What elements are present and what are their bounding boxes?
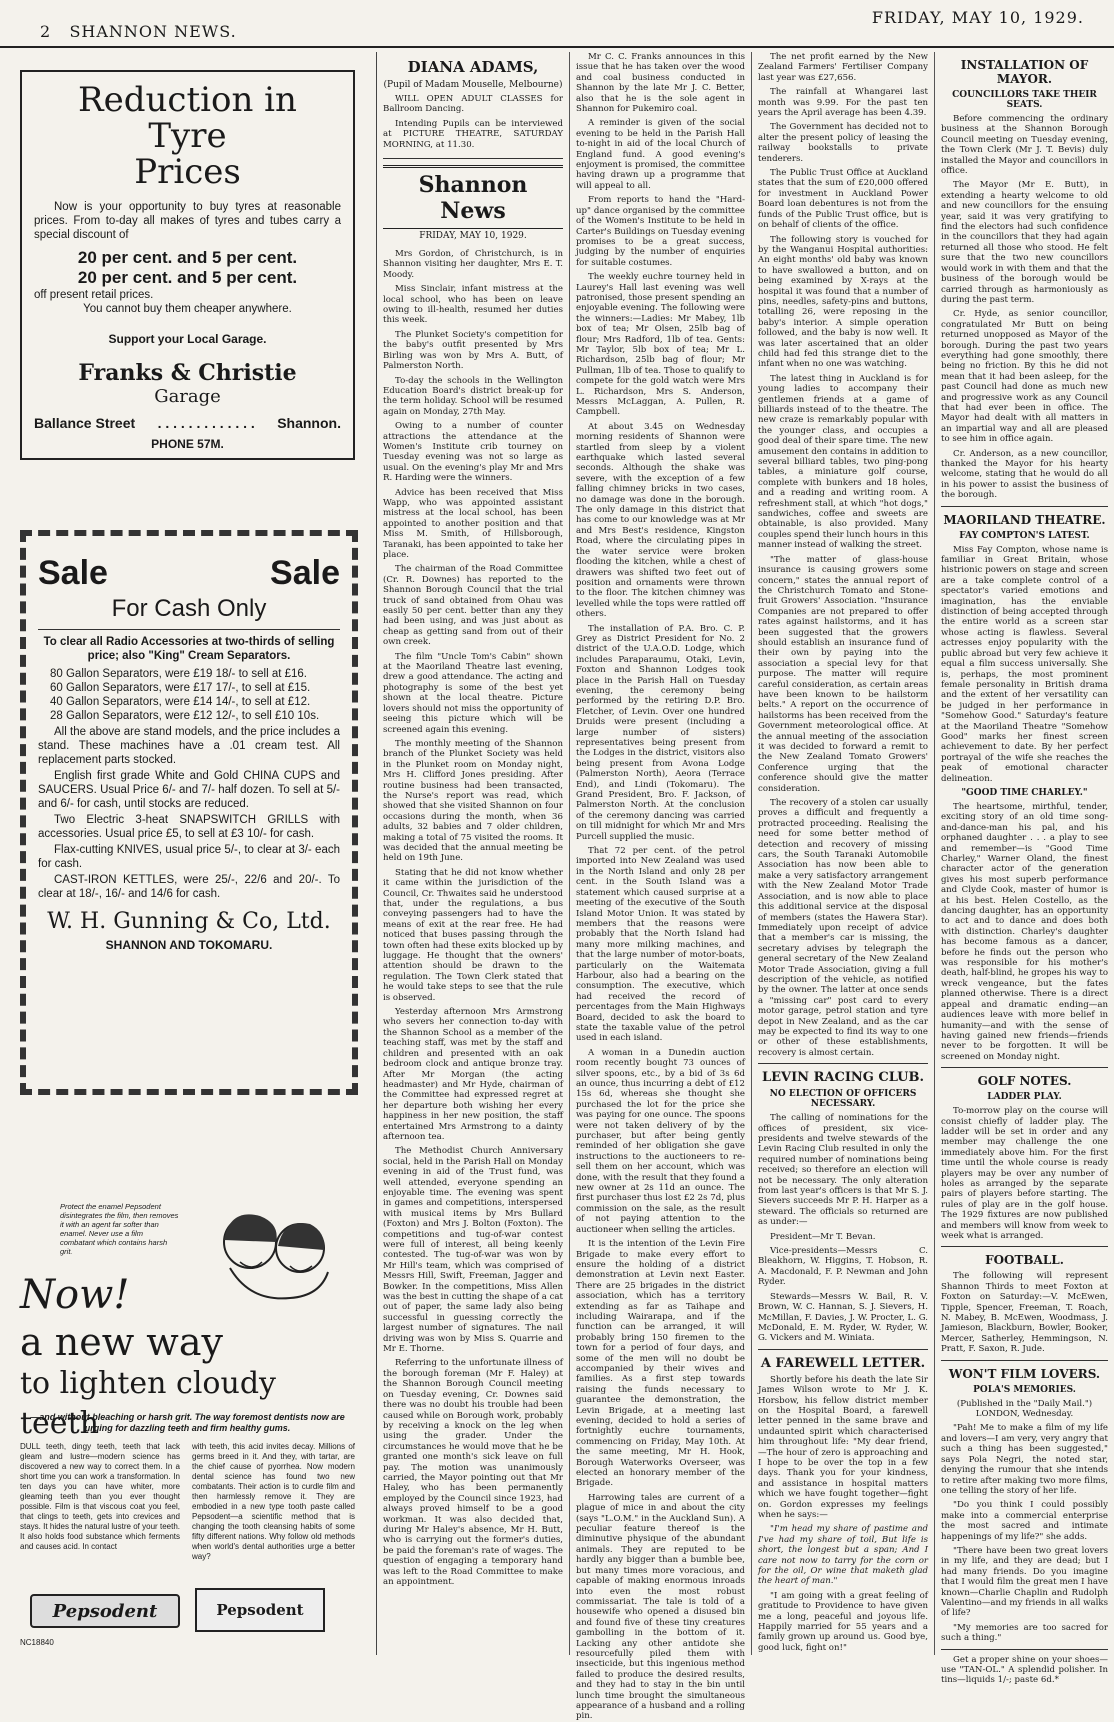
diana-line-2: Intending Pupils can be interviewed at PICTURE THEATRE, SATURDAY MORNING, at 11.30. [383, 118, 563, 150]
football-paragraph: The following will represent Shannon Thirds to meet Foxton at Foxton on Saturday:—V. McEwen, Tipple, Spencer, Freeman, T. Roach, N. Mabey, B. McEwen, Woodmass, J. Jamieson, Blackburn, Bowler, Booker, Mercer, Satherley, Hemmingson, N. Pratt, F. Saxon, R. Jude. [941, 1271, 1108, 1355]
ad-pepsodent-now: Now! [20, 1272, 130, 1318]
ad-tyre-street: Ballance Street [34, 415, 136, 431]
ad-pepsodent-illustration [200, 1202, 350, 1312]
film-paragraph: "My memories are too sacred for such a thing." [941, 1622, 1108, 1644]
mayor-sub: COUNCILLORS TAKE THEIR SEATS. [952, 90, 1097, 110]
farewell-verse: "I'm head my share of pastime and I've had my share of toil, But life is short, the longest but a span; And I care not now to tarry for the corn or for the oil, Or wine that maketh glad the heart of man." [758, 1524, 928, 1587]
theatre-title: MAORILAND THEATRE. [943, 512, 1106, 527]
ad-sale-item: 60 Gallon Separators, were £17 17/-, to sell at £15. [50, 682, 311, 694]
section-divider [941, 506, 1108, 507]
masthead-left [40, 22, 237, 41]
news-paragraph: "The matter of glass-house insurance is causing growers some concern," states the annual report of the Christchurch Tomato and Stone-fruit Growers' Association. "Insurance Companies are not prepared to offer rates against hailstorms, and it has been suggested that the growers should establish an insurance fund of their own by paying into the association a special levy for that purpose. The matter will require careful consideration, as certain areas have been known to be hailstorm belts." A report on the occurrence of hailstorms has been received from the Government meteorological office. At the annual meeting of the association it was decided to forward a remit to the New Zealand Tomato Growers' Conference urging that the conference should give the matter consideration. [758, 554, 928, 794]
ad-sale-header [38, 554, 340, 593]
paper-name: SHANNON NEWS. [69, 22, 237, 41]
masthead-date: FRIDAY, MAY 10, 1929. [871, 8, 1084, 27]
section-divider [941, 1246, 1108, 1247]
news-paragraph: The monthly meeting of the Shannon branch of the Plunket Society was held in the Plunket room on Monday night, Mrs H. Clifford Jones presiding. After routine business had been transacted, the Nurse's report was read, which showed that she visited Shannon on four occasions during the month, when 36 adults, 32 babies and 7 older children, making a total of 75 visited the rooms. It was decided that the annual meeting be held on 19th June. [383, 738, 563, 864]
column-c [570, 52, 752, 1722]
ad-pepsodent-body-right: with teeth, this acid invites decay. Millions of germs breed in it. And they, with tartar, are the chief cause of pyorrhea. Now modern dental science has found two new combatants. Their action is to curdle film and then harmlessly remove it. They are embodied in a new type tooth paste called Pepsodent—a scientific method that is changing the tooth cleansing habits of some fifty different nations. Why follow old methods when world's dental authorities urge a better way? [192, 1442, 355, 1561]
film-title: WON'T FILM LOVERS. [948, 1366, 1101, 1381]
ad-tyre-discount-1: 20 per cent. and 5 per cent. [77, 248, 298, 267]
section-divider [758, 1349, 928, 1350]
charley-paragraph: The heartsome, mirthful, tender, exciting story of an old time song-and-dance-man his pal, and his orphaned daughter . . . a play to see and remember—is "Good Time Charley," Warner Oland, the finest character actor of the generation gives his most superb performance and Clyde Cook, master of humor is at his best. Helen Costello, as the dancing daughter, has an opportunity to act and to dance and does both with distinction. Charley's daughter has become famous as a dancer, before he finds out the person who was responsible for his mother's death, half-blind, he gropes his way to wreck vengeance, but the fates planned otherwise. There is a direct appeal and dramatic ending—an audiences leave with more belief in humanity—and with the sense of having gained new friends—friends never to be forgotten. It will be screened on Monday night. [941, 801, 1108, 1062]
section-divider [758, 1063, 928, 1064]
ad-tyre-prices [20, 70, 355, 460]
section-divider [941, 1067, 1108, 1068]
tanol-ad: Get a proper shine on your shoes—use "TAN-OL." A splendid polisher. In tins—liquids 1/-; paste 6d.* [941, 1654, 1108, 1686]
news-paragraph: The Public Trust Office at Auckland states that the sum of £20,000 offered for investment in Auckland Power Board loan debentures is not from the funds of the Public Trust office, but is on behalf of clients of the office. [758, 168, 928, 231]
film-sub: POLA'S MEMORIES. [973, 1384, 1076, 1395]
news-paragraph: Owing to a number of counter attractions the attendance at the Women's Institute crib tourney on Tuesday evening was not so large as usual. On the evening's play Mr and Mrs R. Harding were the winners. [383, 421, 563, 484]
ad-sale-para: English first grade White and Gold CHINA CUPS and SAUCERS. Usual Price 6/- and 7/- half dozen. To sell at 5/- and 6/- for cash, until stocks are reduced. [38, 770, 340, 810]
ad-sale-item: 80 Gallon Separators, were £19 18/- to sell at £16. [50, 668, 307, 680]
ad-tyre-title-1: Reduction in Tyre [78, 80, 297, 156]
paper-title: Shannon News [383, 165, 563, 229]
news-paragraph: At about 3.45 on Wednesday morning residents of Shannon were startled from sleep by a violent earthquake which lasted several seconds. Although the shake was severe, with the exception of a few falling chimney bricks in two cases, no damage was done in the borough. The only damage in this district that has come to our knowledge was at Mr and Mrs Best's residence, Kingston Road, where the circulating pipes in the water service were broken flooding the kitchen, while a chest of drawers was shifted two feet out of position and ornaments were thrown to the floor. The kitchen chimney was levelled while the tops were rattled off others. [576, 421, 745, 620]
news-paragraph: The recovery of a stolen car usually proves a difficult and frequently a protracted proceeding. Realising the need for some better method of detection and recovery of missing cars, the South Taranaki Automobile Association has now been able to make a very satisfactory arrangement with the New Zealand Motor Trade Association, and is now able to place this additional service at the disposal of members (states the Hawera Star). Immediately upon receipt of advice that a member's car is missing, the secretary advises by telegraph the general secretary of the New Zealand Motor Trade Association, giving a full description of the vehicle, as notified by the owner. The latter at once sends a "missing car" post card to every motor garage, petrol station and tyre depot in New Zealand, and as the car may be expected to find its way to one or other of these establishments, recovery is almost certain. [758, 798, 928, 1058]
diana-line-1: WILL OPEN ADULT CLASSES for Ballroom Dancing. [383, 94, 563, 115]
ad-sale-para: Two Electric 3-heat SNAPSWITCH GRILLS with accessories. Usual price £5, to sell at £3 10/- for cash. [38, 814, 340, 840]
film-paragraph: "Pah! Me to make a film of my life and lovers—I am very, very angry that such a thing has been suggested," says Pola Negri, the noted star, denying the rumour that she intends to retire after making two more films, one telling the story of her life. [941, 1423, 1108, 1496]
news-paragraph: Mrs Gordon, of Christchurch, is in Shannon visiting her daughter, Mrs E. T. Moody. [383, 249, 563, 280]
golf-paragraph: To-morrow play on the course will consist chiefly of ladder play. The ladder will be set in order and any member may challenge the one immediately above him. For the first time until the whole course is ready players may be over any number of holes as arranged by the separate pairs of players before starting. The rules of play are in the golf house. The 1929 fixtures are now published and members will know from week to week what is arranged. [941, 1106, 1108, 1241]
ad-pepsodent-headline-1: a new way [20, 1320, 223, 1364]
mayor-paragraph: Before commencing the ordinary business at the Shannon Borough Council meeting on Tuesday evening, the Town Clerk (Mr J. T. Bevis) duly installed the Mayor and councillors in office. [941, 114, 1108, 177]
news-paragraph: The net profit earned by the New Zealand Farmers' Fertiliser Company last year was £27,656. [758, 52, 928, 83]
diana-sub: (Pupil of Madam Mouselle, Melbourne) [383, 80, 563, 90]
ad-pepsodent-code: NC18840 [20, 1638, 54, 1647]
ad-tyre-dots: . . . . . . . . . . . . . [157, 415, 255, 431]
charley-title: "GOOD TIME CHARLEY." [961, 787, 1088, 798]
ad-sale-para: Flax-cutting KNIVES, usual price 5/-, to clear at 3/- each for cash. [38, 844, 340, 870]
news-paragraph: The rainfall at Whangarei last month was 9.99. For the past ten years the April average has been 4.39. [758, 87, 928, 119]
ad-pepsodent-headline-2: to lighten cloudy teeth [20, 1366, 276, 1441]
ad-tyre-firm: Franks & Christie [78, 360, 297, 386]
news-paragraph: To-day the schools in the Wellington Education Board's district break-up for the term holiday. School will be resumed again on Monday, 27th May. [383, 375, 563, 417]
levin-sub: NO ELECTION OF OFFICERS NECESSARY. [769, 1089, 917, 1110]
news-paragraph: Mr C. C. Franks announces in this issue that he has taken over the wood and coal business conducted in Shannon by the late Mr J. C. Better, also that he is the sole agent in Shannon for Pukemiro coal. [576, 52, 745, 115]
ad-sale-para: All the above are stand models, and the price includes a stand. These machines have a .01 cream test. All replacement parts stocked. [38, 726, 340, 766]
ad-tyre-support: Support your Local Garage. [108, 332, 267, 346]
ad-sale-item: 40 Gallon Separators, were £14 14/-, to sell at £12. [50, 696, 311, 708]
page-number: 2 [40, 22, 52, 41]
news-paragraph: It is the intention of the Levin Fire Brigade to make every effort to ensure the holding of a district demonstration at Levin next Easter. There are 25 brigades in the district association, which has a territory extending as far as Taihape and including Wairarapa, and if the function can be arranged, it will probably bring 150 firemen to the town for a period of four days, and some of the men will no doubt be accompanied by their wives and families. As a first step towards raising the funds necessary to guarantee the demonstration, the Levin Brigade, at a meeting last evening, decided to hold a series of fortnightly euchre tournaments, commencing on Friday, May 10th. At the same meeting, Mr H. Hook, Borough Waterworks Overseer, was elected an honorary member of the Brigade. [576, 1239, 745, 1489]
ad-pepsodent-tube [30, 1594, 180, 1628]
farewell-title: A FAREWELL LETTER. [760, 1355, 926, 1371]
news-paragraph: That 72 per cent. of the petrol imported into New Zealand was used in the North Island and only 28 per cent. in the South Island was a statement which caused surprise at a meeting of the executive of the South Island Motor Union. It was stated by members that the reasons were probably that the North Island had many more milking machines, and that the large number of motor-boats, particularly on the Waitemata Harbour, also had a bearing on the consumption. The executive, which had received the record of percentages from the Main Highways Board, decided to ask the board to state the taxable value of the petrol used in each island. [576, 846, 745, 1044]
ad-pepsodent-caption: Protect the enamel Pepsodent disintegrates the film, then removes it with an agent far softer than enamel. Never use a film combatant which contains harsh grit. [60, 1202, 179, 1256]
news-paragraph: The Government has decided not to alter the present policy of leasing the railway bookstalls to private tenderers. [758, 122, 928, 164]
ad-sale-intro: To clear all Radio Accessories at two-thirds of selling price; also "King" Cream Separators. [43, 636, 335, 662]
film-paragraph: "Do you think I could possibly make into a commercial enterprise the most sacred and intimate happenings of my life?" she adds. [941, 1500, 1108, 1542]
news-paragraph: The film "Uncle Tom's Cabin" shown at the Maoriland Theatre last evening, drew a good attendance. The acting and photography is some of the best yet shown at the local theatre. Picture lovers should not miss the opportunity of seeing this picture which will be screened again this evening. [383, 651, 563, 735]
ad-sale-items [50, 667, 340, 723]
ad-tyre-cheaper: You cannot buy them cheaper anywhere. [83, 303, 292, 315]
section-divider [941, 1649, 1108, 1650]
ad-pepsodent [20, 1202, 360, 1652]
news-paragraph: From reports to hand the "Hard-up" dance organised by the committee of the Women's Institute to be held in Carter's Buildings on Tuesday evening promises to be a great success, judging by the number of enquiries for suitable costumes. [576, 195, 745, 268]
ad-tyre-garage: Garage [154, 386, 221, 407]
ad-tyre-phone: PHONE 57M. [151, 437, 224, 451]
levin-paragraph: Vice-presidents—Messrs C. Bleakhorn, W. Higgins, T. Hobson, R. A. Macdonald, F. P. Newman and John Ryder. [758, 1246, 928, 1288]
ad-sale-para: CAST-IRON KETTLES, were 25/-, 22/6 and 20/-. To clear at 18/-, 16/- and 14/6 for cash. [38, 874, 340, 900]
ad-tyre-off: off present retail prices. [34, 289, 154, 301]
news-paragraph: The weekly euchre tourney held in Laurey's Hall last evening was well patronised, those present spending an enjoyable evening. The following were the winners:—Ladies: Mr Mabey, 1lb box of tea; Mr Olsen, 25lb bag of flour; Mrs Radford, 1lb of tea. Gents: Mr Taylor, 5lb box of tea; Mr L. Richardson, 25lb bag of flour; Mr Pullman, 1lb of tea. Those to qualify to compete for the gold watch were Mrs L. Richardson, Mrs S. Anderson, Messrs McLaggan, A. Pullen, R. Campbell. [576, 272, 745, 418]
mayor-paragraph: The Mayor (Mr E. Butt), in extending a hearty welcome to old and new councillors for the ensuing year, said it was very gratifying to find the electors had such confidence in the councillors that they had again returned all those who stood. He felt sure that the two new councillors would work in with them and that the business of the borough would be carried through as harmoniously as during the past term. [941, 180, 1108, 305]
ad-sale-towns: SHANNON AND TOKOMARU. [105, 938, 273, 952]
film-paragraph: (Published in the "Daily Mail.") LONDON, Wednesday. [956, 1398, 1093, 1420]
ad-sale-right: Sale [270, 554, 340, 592]
paper-date: FRIDAY, MAY 10, 1929. [419, 231, 527, 242]
ad-sale-divider [38, 629, 340, 630]
levin-paragraph: The calling of nominations for the offices of president, six vice-presidents and twelve stewards of the Levin Racing Club resulted in only the required number of nominations being received; so therefore an election will not be necessary. The only alteration from last year's officers is that Mr S. J. Sievers succeeds Mr P. H. Harper as a steward. The officials so returned are as under:— [758, 1113, 928, 1228]
column-ads [0, 52, 376, 1655]
farewell-paragraph: Shortly before his death the late Sir James Wilson wrote to Mr J. K. Horsbow, his fellow district member on the Hospital Board, a farewell letter penned in the same brave and undaunted spirit which characterised him throughout life: "My dear friend,—The hour of zero is approaching and I hope to be over the top in a few days. Thank you for your kindness, and assistance in hospital matters which we have fought together—fight on. Gordon expresses my feelings when he says:— [758, 1374, 928, 1520]
news-paragraph: Harrowing tales are current of a plague of mice in and about the city (says "L.O.M." in the Auckland Sun). A peculiar feature thereof is the diminutive physique of the abundant animals. They are reputed to be hardly any bigger than a bumble bee, but many times more voracious, and capable of making enormous inroads into even the most robust commissariat. The tale is told of a housewife who opened a disused bin and found five of these tiny creatures gambolling in the bottom of it. Lacking any other antidote she resourcefully piled them with insecticide, but this ingenious method failed to produce the desired results, and they had to stay in the bin until lunch time brought the simultaneous appearance of a husband and a rolling pin. [576, 1492, 745, 1722]
ad-pepsodent-box-brand: Pepsodent [216, 1601, 304, 1619]
column-e [935, 52, 1114, 1686]
ad-tyre-discount-2: 20 per cent. and 5 per cent. [77, 268, 298, 287]
film-paragraph: "There have been two great lovers in my life, and they are dead; but I had many friends. Do you imagine that I would film the great men I have known—Charlie Chaplin and Rudolph Valentino—and my friends in all walks of life? [941, 1545, 1108, 1619]
mayor-paragraph: Cr. Hyde, as senior councillor, congratulated Mr Butt on being returned unopposed as Mayor of the borough. During the past two years everything had gone smoothly, there being no friction. By this he did not mean that it had been asleep, for the past Council had done as much new and progressive work as any Council that had ever been in office. The Mayor had dealt with all matters in an impartial way and all are pleased to see him in office again. [941, 309, 1108, 445]
golf-title: GOLF NOTES. [977, 1074, 1072, 1089]
news-paragraph: Miss Sinclair, infant mistress at the local school, who has been on leave owing to ill-health, resumed her duties this week. [383, 284, 563, 326]
ad-sale-firm: W. H. Gunning & Co, Ltd. [47, 909, 331, 934]
news-paragraph: A reminder is given of the social evening to be held in the Parish Hall to-night in aid of the local Church of England fund. A good evening's enjoyment is promised, the committee having drawn up a programme that will appeal to all. [576, 118, 745, 191]
ad-sale-left: Sale [38, 554, 108, 592]
ad-sale-item: 28 Gallon Separators, were £12 12/-, to sell £10 10s. [50, 710, 320, 722]
column-b [377, 52, 570, 1655]
levin-title: LEVIN RACING CLUB. [761, 1070, 925, 1086]
ad-pepsodent-box [195, 1588, 325, 1632]
diana-title: DIANA ADAMS, [407, 58, 539, 76]
section-divider [941, 1360, 1108, 1361]
news-paragraph: The latest thing in Auckland is for young ladies to accompany their gentlemen friends at a game of billiards instead of to the theatre. The new craze is remarkably popular with the younger class, and occupies a good deal of their spare time. The new amusement den contains in addition to several billiard tables, two ping-pong tables, a miniature golf course, complete with bunkers and 18 holes, and a reading and writing room. A refreshment stall, at which "hot dogs," sandwiches, coffee and sweets are obtainable, is also provided. Many couples spend their lunch hours in this manner instead of walking the street. [758, 373, 928, 551]
farewell-paragraph: "I am going with a great feeling of gratitude to Providence to have given me a long, peaceful and joyous life. Happily married for 55 years and a family grown up around us. Good bye, good luck, fight on!" [758, 1590, 928, 1653]
news-paragraph: The installation of P.A. Bro. C. P. Grey as District President for No. 2 district of the U.A.O.D. Lodge, which includes Paraparaumu, Otaki, Levin, Foxton and Shannon Lodges took place in the Parish Hall on Tuesday evening, the ceremony being performed by the retiring D.P. Bro. Fletcher, of Levin. Over one hundred Druids were present (including a large number of sisters) representatives being present from the Lodges in the district, visitors also being present from Avona Lodge (Palmerston North), Aeora (Terrace End), and Lindi (Tokomaru). The Grand President, Bro. F. Jackson, of Palmerston North. At the conclusion of the ceremony dancing was carried on till midnight for which Mr and Mrs Purcell supplied the music. [576, 623, 745, 842]
news-paragraph: Stating that he did not know whether it came within the jurisdiction of the Council, Cr. Thwaites said he understood that, under the regulations, a bus conveying passengers had to have the means of exit at the rear free. He had noticed that buses passing through the town often had these exits blocked up by luggage. He thought that the owners' attention should be drawn to the regulation. The Town Clerk stated that he would take steps to see that the rule is observed. [383, 867, 563, 1003]
levin-paragraph: Stewards—Messrs W. Bail, R. V. Brown, W. C. Hannan, S. J. Sievers, H. McMillan, F. Davies, J. W. Procter, L. G. McDonald, E. M. Ryder, W. Ryder, W. G. Vickers and M. Winiata. [758, 1291, 928, 1344]
golf-sub: LADDER PLAY. [987, 1092, 1062, 1103]
ad-tyre-intro: Now is your opportunity to buy tyres at reasonable prices. From to-day all makes of tyres and tubes carry a special discount of [34, 201, 341, 241]
column-d [752, 52, 935, 1655]
ad-pepsodent-body-left: DULL teeth, dingy teeth, teeth that lack gleam and lustre—modern science has discovered a new way to correct them. In a short time you can work a transformation. In ten days you can have whiter, more gleaming teeth than you ever thought possible. Film is that viscous coat you feel, that clings to teeth, gets into crevices and stays. It hides the natural lustre of your teeth. It also holds food substance which ferments and causes acid. In contact [20, 1442, 180, 1551]
mayor-title: INSTALLATION OF MAYOR. [960, 58, 1089, 86]
ad-tyre-town: Shannon. [277, 415, 341, 431]
mayor-paragraph: Cr. Anderson, as a new councillor, thanked the Mayor for his hearty welcome, stating that he would do all in his power to assist the business of the borough. [941, 448, 1108, 501]
diana-ad [383, 58, 563, 159]
football-title: FOOTBALL. [985, 1253, 1064, 1268]
news-paragraph: A woman in a Dunedin auction room recently bought 73 ounces of silver spoons, etc., by a bid of 3s 6d an ounce, thus incurring a debt of £12 15s 6d, whereas she thought she purchased the lot for the price she was paying for one ounce. The spoons were not taken delivery of by the purchaser, but after being gently reminded of her obligation she gave instructions to the auctioneers to re-sell them on her account, which was done, with the result that they found a new owner at 2s 11d an ounce. The first purchaser thus lost £2 2s 7d, plus commission on the sale, as the result of not paying attention to the auctioneer when selling the articles. [576, 1047, 745, 1235]
news-paragraph: The following story is vouched for by the Wanganui Hospital authorities: An eight months' old baby was known to have swallowed a button, and on being examined by X-rays at the hospital it was found that a number of pins, needles, safety-pins and buttons, totalling 26, were reposing in the baby's interior. A simple operation followed, and the baby is now well. It was later ascertained that an older child had fed this strange diet to the infant when no one was watching. [758, 234, 928, 370]
ad-tyre-address [34, 415, 341, 431]
news-paragraph: Yesterday afternoon Mrs Armstrong who severs her connection to-day with the Shannon School as a member of the teaching staff, was met by the staff and children and presented with an oak bedroom clock and antique bronze tray. After Mr Morgan (the acting headmaster) and Mr Hyde, chairman of the Committee had expressed regret at her departure both wishing her every happiness in her new position, the staff entertained Mrs Armstrong to a dainty afternoon tea. [383, 1007, 563, 1142]
ad-sale-subtitle: For Cash Only [111, 595, 267, 622]
ad-sale [20, 530, 358, 1095]
ad-pepsodent-tagline: —and without bleaching or harsh grit. The way foremost dentists now are urging for dazzling teeth and firm healthy gums. [30, 1412, 345, 1433]
news-paragraph: Advice has been received that Miss Wapp, who was appointed assistant mistress at the local school, has been appointed to another position and that Miss M. Smith, of Hillsborough, Taranaki, has been appointed to take her place. [383, 487, 563, 560]
theatre-sub: FAY COMPTON'S LATEST. [959, 530, 1090, 541]
levin-paragraph: President—Mr T. Bevan. [770, 1231, 876, 1242]
news-paragraph: The Methodist Church Anniversary social, held in the Parish Hall on Monday evening in aid of the Trust fund, was well attended, everyone spending an enjoyable time. The evening was spent in games and competitions, interspersed with musical items by Mrs Bullard (Foxton) and Mrs J. Bolton (Foxton). The competitions and tug-of-war contest were full of interest, all being keenly contested. The tug-of-war was won by Mr Hill's team, which was comprised of Messrs Hill, Swift, Freeman, Jagger and Bowker. In the competitions, Miss Allen was the best in cutting the shape of a cat out of paper, the same lady also being successful in guessing correctly the largest number of signatures. The nail driving was won by Miss S. Quarrie and Mr E. Thorne. [383, 1146, 563, 1355]
news-paragraph: The chairman of the Road Committee (Cr. R. Downes) has reported to the Shannon Borough Council that the trial truck of sand obtained from Ohau was easily 50 per cent. better than any they had been using, and was just about as cheap as getting sand from out of their own creek. [383, 564, 563, 648]
ad-tyre-title-2: Prices [134, 152, 241, 192]
news-paragraph: The Plunket Society's competition for the baby's outfit presented by Mrs Birling was won by Mrs A. Butt, of Palmerston North. [383, 329, 563, 372]
news-paragraph: Referring to the unfortunate illness of the borough foreman (Mr F. Haley) at the Shannon Borough Council meeting on Tuesday evening, Cr. Downes said there was no doubt his trouble had been caused while on Borough work, probably by receiving a knock on the leg when using the grader. Under the circumstances he would move that he be granted one month's sick leave on full pay. The motion was unanimously carried, the Mayor pointing out that Mr Haley, who has been permanently employed by the Council since 1923, had always proved himself to be a good workman. It was also decided that, during Mr Haley's absence, Mr H. Butt, who is carrying out the former's duties, be paid the foreman's rate of wages. The question of engaging a temporary hand was left to the Road Committee to make an appointment. [383, 1358, 563, 1587]
ad-pepsodent-tube-brand: Pepsodent [52, 1600, 158, 1622]
theatre-paragraph: Miss Fay Compton, whose name is familiar in Great Britain, whose histrionic powers on stage and screen are a take complete control of a spectator's varied emotions and imagination, has the enviable distinction of being accepted through the entire world as a screen star whose acting is flawless. Several actresses enjoy popularity with the public abroad but very few achieve it equal a film success universally. She is, perhaps, the most prominent female personality in British drama and the extent of her versatility can be judged in her performance in "Somehow Good." Saturday's feature at the Maoriland Theatre "Somehow Good" marks her finest screen achievement to date. By her perfect portrayal of the wife she reaches the peak of emotional character delineation. [941, 544, 1108, 784]
masthead [0, 0, 1114, 48]
